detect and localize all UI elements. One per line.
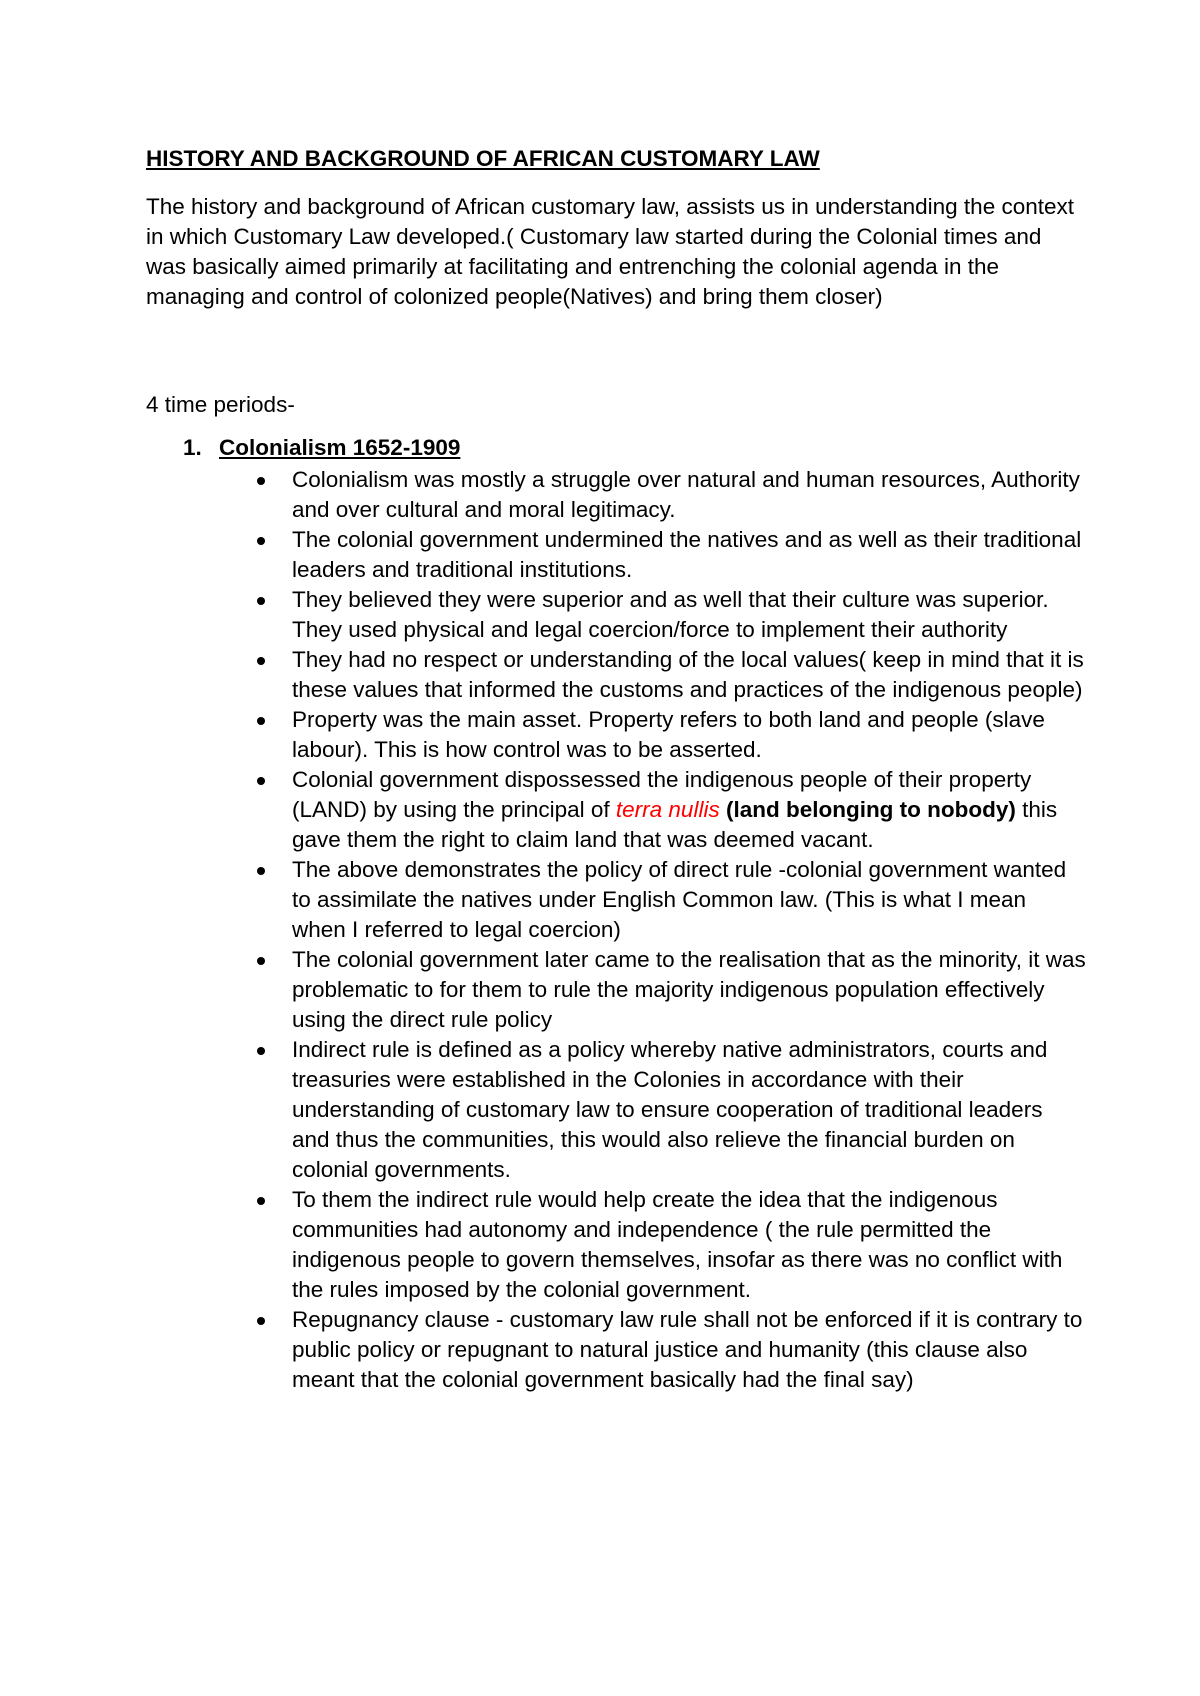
- document-body: [146, 144, 1086, 1395]
- bold-definition: (land belonging to nobody): [719, 797, 1016, 822]
- bullet-list: [146, 465, 1086, 1395]
- list-item-text: Indirect rule is defined as a policy whereby native administrators, courts and treasuries were established in the Colonies in accordance with their understanding of customary law to ensure cooperation of traditional leaders and thus the communities, this would also relieve the financial burden on colonial governments.: [292, 1037, 1048, 1182]
- bullet-icon: [257, 1317, 265, 1325]
- periods-label: 4 time periods-: [146, 392, 295, 417]
- bullet-icon: [257, 717, 265, 725]
- list-item-text: Colonialism was mostly a struggle over natural and human resources, Authority and over cultural and moral legitimacy.: [292, 467, 1080, 522]
- list-item: [292, 645, 1086, 705]
- bullet-icon: [257, 597, 265, 605]
- list-item: [292, 1305, 1086, 1395]
- bullet-icon: [257, 867, 265, 875]
- list-item-text-before: Colonial government dispossessed the indigenous people of their property (LAND) by using the principal of: [292, 767, 1032, 822]
- highlighted-term: terra nullis: [615, 797, 720, 822]
- list-item: [292, 525, 1086, 585]
- list-item-terra-nullis: [292, 765, 1086, 855]
- list-item: [292, 1185, 1086, 1305]
- period-title: Colonialism 1652-1909: [219, 435, 461, 460]
- list-item-text: They had no respect or understanding of the local values( keep in mind that it is these values that informed the customs and practices of the indigenous people): [292, 647, 1084, 702]
- list-item-text: Repugnancy clause - customary law rule shall not be enforced if it is contrary to public policy or repugnant to natural justice and humanity (this clause also meant that the colonial government basically had the final say): [292, 1307, 1083, 1392]
- list-item-text: Property was the main asset. Property refers to both land and people (slave labour). This is how control was to be asserted.: [292, 707, 1045, 762]
- period-heading-colonialism: [146, 433, 1086, 463]
- list-item-text-after: this gave them the right to claim land that was deemed vacant.: [292, 797, 1058, 852]
- bullet-icon: [257, 777, 265, 785]
- list-item: [292, 465, 1086, 525]
- list-item: [292, 705, 1086, 765]
- period-number: 1.: [183, 435, 202, 460]
- list-item: [292, 855, 1086, 945]
- bullet-icon: [257, 957, 265, 965]
- bullet-icon: [257, 1197, 265, 1205]
- list-item-text: To them the indirect rule would help create the idea that the indigenous communities had autonomy and independence ( the rule permitted the indigenous people to govern themselves, insofar as there was no conflict with the rules imposed by the colonial government.: [292, 1187, 1063, 1302]
- bullet-icon: [257, 537, 265, 545]
- list-item-text: The above demonstrates the policy of direct rule -colonial government wanted to assimilate the natives under English Common law. (This is what I mean when I referred to legal coercion): [292, 857, 1067, 942]
- list-item-text: The colonial government undermined the natives and as well as their traditional leaders and traditional institutions.: [292, 527, 1082, 582]
- intro-paragraph: The history and background of African customary law, assists us in understanding the context in which Customary Law developed.( Customary law started during the Colonial times and was basically aimed primarily at facilitating and entrenching the colonial agenda in the managing and control of colonized people(Natives) and bring them closer): [146, 194, 1075, 309]
- list-item: [292, 1035, 1086, 1185]
- bullet-icon: [257, 477, 265, 485]
- document-title: HISTORY AND BACKGROUND OF AFRICAN CUSTOMARY LAW: [146, 146, 820, 171]
- bullet-icon: [257, 657, 265, 665]
- list-item-text: They believed they were superior and as well that their culture was superior. They used physical and legal coercion/force to implement their authority: [292, 587, 1049, 642]
- list-item-text: The colonial government later came to the realisation that as the minority, it was problematic to for them to rule the majority indigenous population effectively using the direct rule policy: [292, 947, 1086, 1032]
- bullet-icon: [257, 1047, 265, 1055]
- list-item: [292, 945, 1086, 1035]
- list-item: [292, 585, 1086, 645]
